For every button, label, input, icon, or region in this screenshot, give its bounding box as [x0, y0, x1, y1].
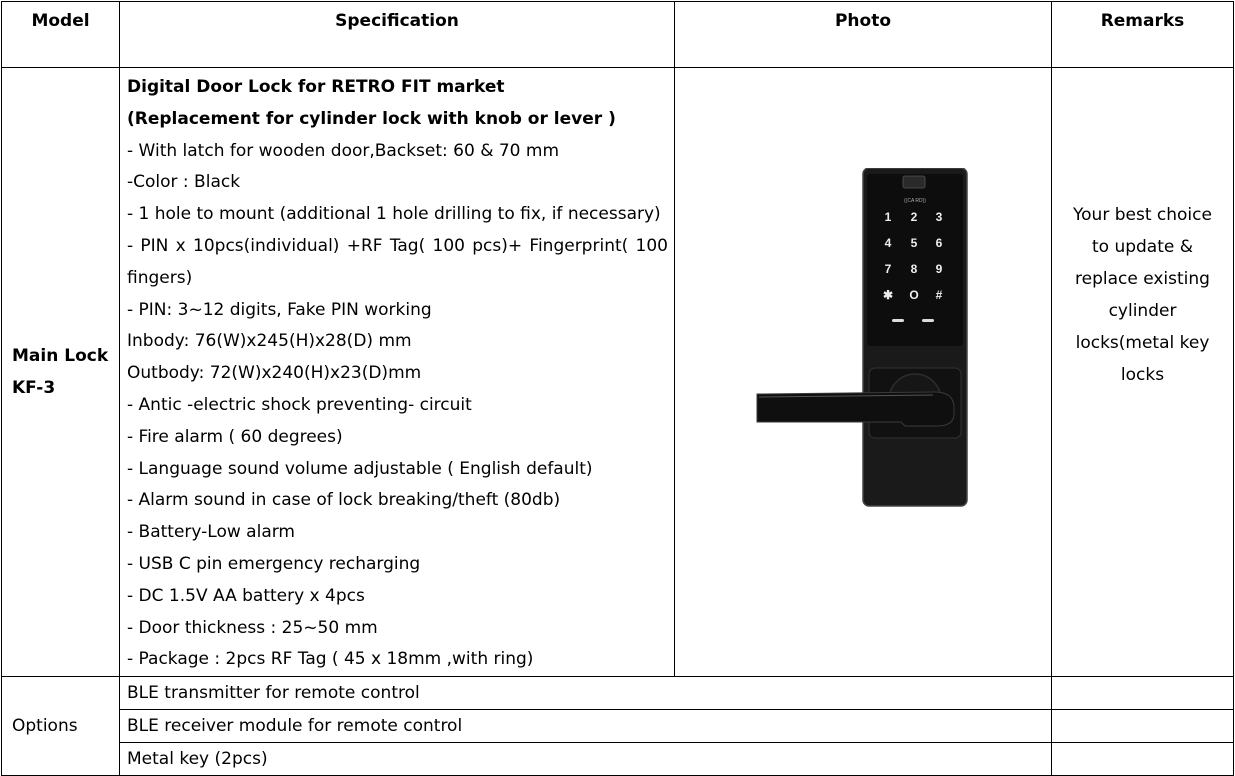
model-code: KF-3: [12, 378, 56, 399]
option-remarks: [1052, 743, 1234, 776]
spec-line: Outbody: 72(W)x240(H)x23(D)mm: [127, 363, 422, 384]
header-specification: [120, 2, 675, 68]
remarks-line: locks(metal key: [1075, 332, 1210, 353]
spec-line: Inbody: 76(W)x245(H)x28(D) mm: [127, 331, 412, 352]
option-remarks: [1052, 710, 1234, 743]
remarks-text: [1052, 199, 1233, 391]
spec-subtitle: (Replacement for cylinder lock with knob or lever ): [127, 108, 616, 129]
options-label: Options: [2, 677, 120, 776]
spec-line: -Color : Black: [127, 172, 241, 193]
option-row: [2, 743, 1234, 776]
header-photo: [675, 2, 1052, 68]
keypad-key: O: [909, 288, 919, 302]
model-cell: [2, 68, 120, 677]
keypad-key: 9: [935, 262, 943, 276]
spec-line: - 1 hole to mount (additional 1 hole drilling to fix, if necessary): [127, 204, 661, 225]
spec-line: - Fire alarm ( 60 degrees): [127, 426, 343, 447]
header-model: [2, 2, 120, 68]
remarks-line: replace existing: [1075, 268, 1210, 289]
spec-line: - Alarm sound in case of lock breaking/theft (80db): [127, 490, 561, 511]
header-remarks: [1052, 2, 1234, 68]
main-lock-row: [2, 68, 1234, 677]
keypad-key: 7: [884, 262, 892, 276]
remarks-line: Your best choice: [1073, 204, 1212, 225]
keypad-key: 1: [884, 210, 892, 224]
specification-cell: [120, 68, 675, 677]
keypad-key: #: [935, 288, 943, 302]
keypad-key: 4: [884, 236, 892, 250]
keypad-key: ✱: [882, 288, 894, 302]
keypad-key: 8: [910, 262, 918, 276]
header-photo-label: Photo: [834, 11, 892, 31]
header-row: [2, 2, 1234, 68]
spec-line: - Antic -electric shock preventing- circuit: [127, 394, 472, 415]
spec-line: - USB C pin emergency recharging: [127, 553, 421, 574]
model-name: Main Lock: [12, 346, 109, 367]
option-remarks: [1052, 677, 1234, 710]
spec-line: - Package : 2pcs RF Tag ( 45 x 18mm ,with ring): [127, 649, 534, 670]
remarks-line: cylinder: [1108, 300, 1177, 321]
spec-title: Digital Door Lock for RETRO FIT market: [127, 77, 505, 97]
spec-line: - DC 1.5V AA battery x 4pcs: [127, 585, 365, 606]
keypad-key: 5: [910, 236, 918, 250]
indicator-light-icon: [922, 319, 934, 322]
option-item: BLE receiver module for remote control: [120, 710, 1052, 743]
spec-line: - PIN x 10pcs(individual) +RF Tag( 100 pcs)+ Fingerprint( 100 fingers): [127, 235, 668, 288]
remarks-cell: [1052, 68, 1234, 677]
keypad-key: 6: [935, 236, 943, 250]
keypad-key: 2: [910, 210, 918, 224]
header-remarks-label: Remarks: [1100, 11, 1185, 31]
option-item: Metal key (2pcs): [120, 743, 1052, 776]
fingerprint-sensor-icon: [903, 176, 925, 188]
photo-cell: [675, 68, 1052, 677]
remarks-line: locks: [1120, 364, 1165, 385]
option-row: [2, 710, 1234, 743]
remarks-line: to update &: [1091, 236, 1194, 257]
spec-line: - Battery-Low alarm: [127, 522, 295, 543]
option-row: [2, 677, 1234, 710]
option-item: BLE transmitter for remote control: [120, 677, 1052, 710]
header-specification-label: Specification: [335, 11, 459, 31]
lock-brand: ((CA RD)): [904, 198, 926, 204]
spec-line: - With latch for wooden door,Backset: 60 & 70 mm: [127, 140, 560, 161]
door-lock-photo: [755, 168, 970, 508]
spec-line: - Language sound volume adjustable ( English default): [127, 458, 593, 479]
header-model-label: Model: [31, 11, 90, 31]
spec-table: [1, 1, 1234, 776]
keypad-key: 3: [935, 210, 943, 224]
spec-line: - PIN: 3~12 digits, Fake PIN working: [127, 299, 432, 320]
indicator-light-icon: [892, 319, 904, 322]
spec-line: - Door thickness : 25~50 mm: [127, 617, 378, 638]
